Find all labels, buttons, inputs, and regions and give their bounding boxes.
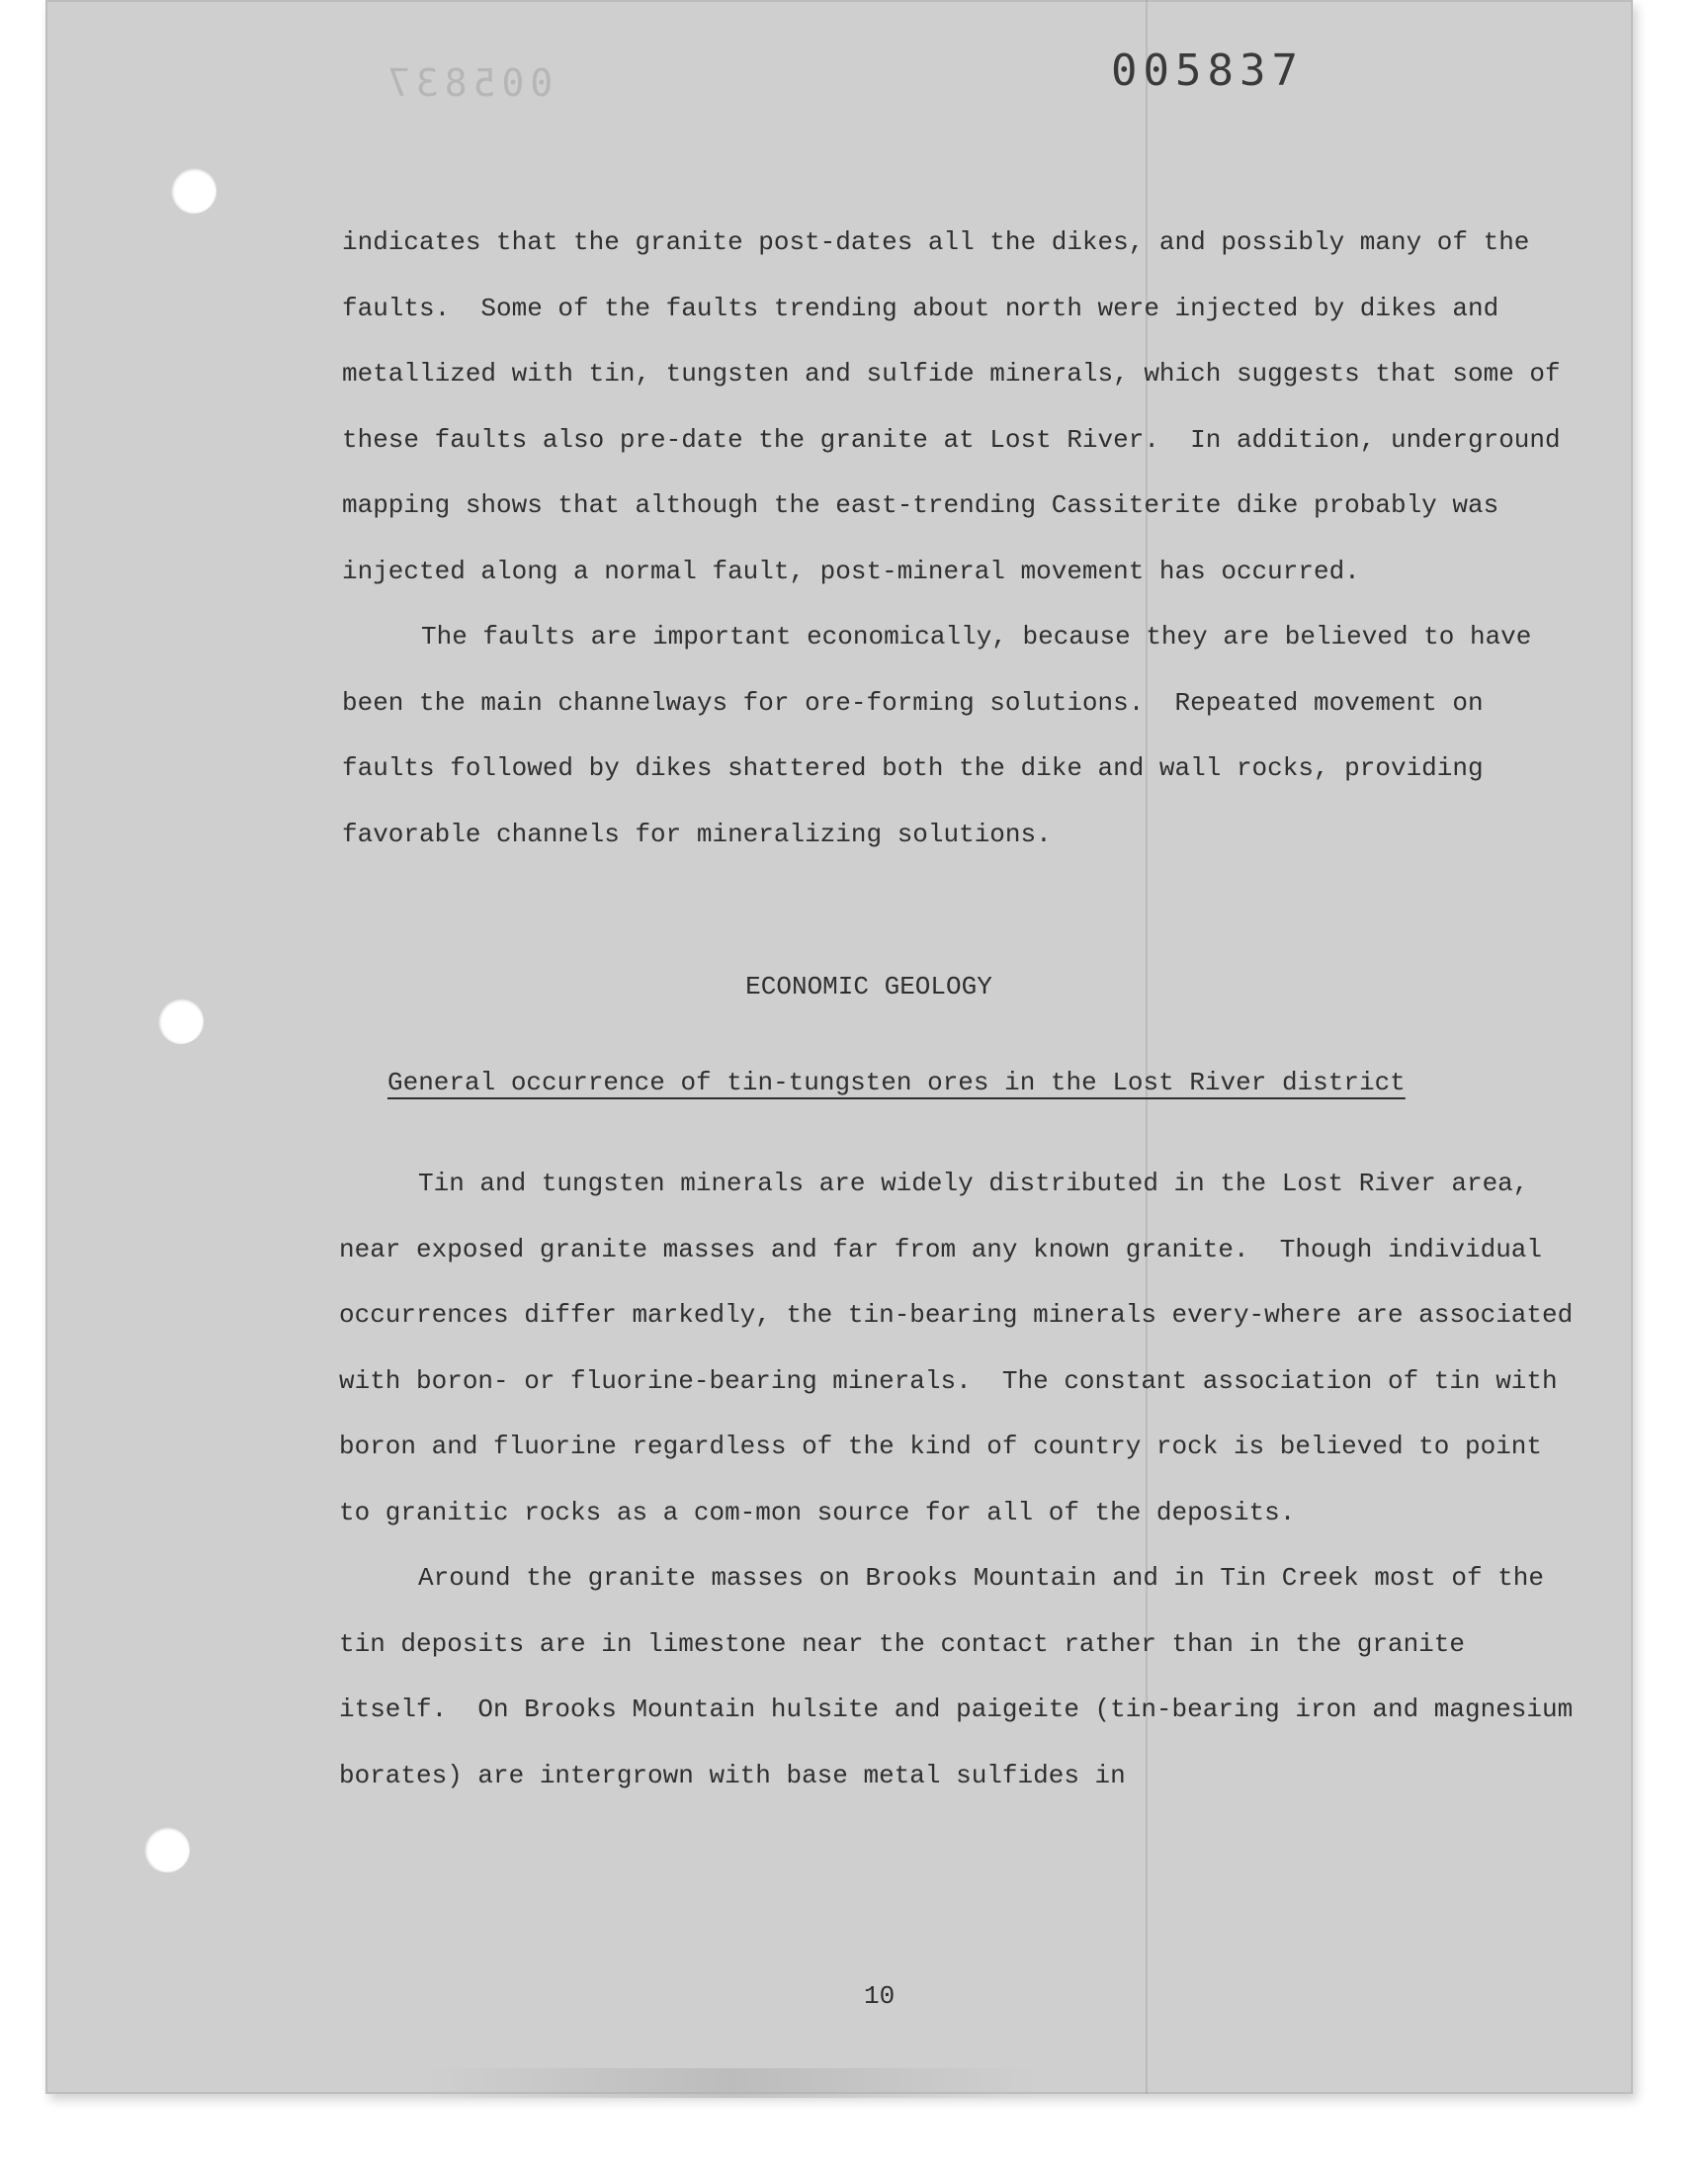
paragraph-tin-tungsten: Tin and tungsten minerals are widely distributed in the Lost River area, near exposed granite masses and far from any known granite. Though individual occurrences differ markedly, the tin-bearing minerals every-where are associated with boron- or fluorine-bearing minerals. The constant association of tin with boron and fluorine regardless of the kind of country rock is believed to point to granitic rocks as a com-mon source for all of the deposits.	[339, 1169, 1588, 1527]
scan-artifact	[425, 2068, 1038, 2098]
punch-hole-middle	[158, 999, 204, 1044]
paragraph-faults: The faults are important economically, because they are believed to have been the main channelways for ore-forming solutions. Repeated movement on faults followed by dikes shattered both the dike and wall rocks, providing favorable channels for mineralizing solutions.	[342, 622, 1547, 849]
paragraph-brooks-mountain: Around the granite masses on Brooks Mountain and in Tin Creek most of the tin deposits are in limestone near the contact rather than in the granite itself. On Brooks Mountain hulsite and paigeite (tin-bearing iron and magnesium borates) are intergrown with base metal sulfides in	[339, 1563, 1588, 1790]
punch-hole-top	[171, 168, 216, 214]
subsection-heading: General occurrence of tin-tungsten ores in the Lost River district	[387, 1068, 1406, 1097]
body-text-upper	[342, 210, 1578, 867]
punch-hole-bottom	[144, 1827, 190, 1872]
document-stamp-number: 005837	[1111, 45, 1304, 96]
scanned-page	[45, 0, 1633, 2094]
page-number: 10	[864, 1981, 896, 2011]
section-heading: ECONOMIC GEOLOGY	[745, 972, 992, 1001]
paragraph-continuation: indicates that the granite post-dates all the dikes, and possibly many of the faults. Some of the faults trending about north were injected by dikes and metallized with tin, tungsten and sulfide minerals, which suggests that some of these faults also pre-date the granite at Lost River. In addition, underground mapping shows that although the east-trending Cassiterite dike probably was injected along a normal fault, post-mineral movement has occurred.	[342, 227, 1577, 586]
body-text-lower	[339, 1151, 1588, 1808]
ghost-mark: 005837	[382, 61, 554, 105]
